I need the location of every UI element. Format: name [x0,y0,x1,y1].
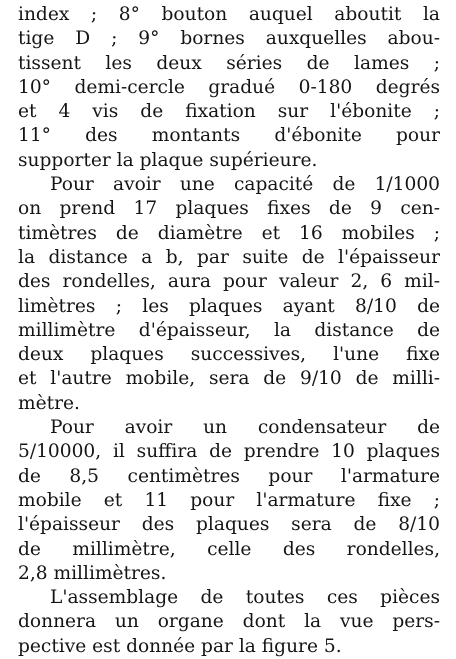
page-text-block [18,3,440,657]
text-line: 10° demi-cercle gradué 0-180 degrés [18,76,440,98]
text-line: tige D ; 9° bornes auxquelles abou- [18,28,440,50]
text-line: et l'autre mobile, sera de 9/10 de milli- [18,368,440,390]
text-line: et 4 vis de fixation sur l'ébonite ; [18,101,440,123]
text-line: des rondelles, aura pour valeur 2, 6 mil- [18,271,440,293]
text-line: millimètre d'épaisseur, la distance de [18,319,440,341]
text-line: mètre. [18,392,80,414]
text-line: la distance a b, par suite de l'épaisseur [18,246,440,268]
text-line: L'assemblage de toutes ces pièces [50,587,440,609]
text-line: deux plaques successives, l'une fixe [18,344,440,366]
text-line: supporter la plaque supérieure. [18,149,318,171]
text-line: l'épaisseur des plaques sera de 8/10 [18,514,440,536]
text-line: limètres ; les plaques ayant 8/10 de [18,295,440,317]
text-line: pective est donnée par la figure 5. [18,635,342,657]
text-line: de 8,5 centimètres pour l'armature [18,465,440,487]
text-line: index ; 8° bouton auquel aboutit la [18,4,440,25]
text-line: 5/10000, il suffira de prendre 10 plaques [18,441,440,463]
text-line: de millimètre, celle des rondelles, [18,538,440,560]
text-line: 11° des montants d'ébonite pour [18,125,440,147]
text-line: donnera un organe dont la vue pers- [18,611,440,633]
text-line: timètres de diamètre et 16 mobiles ; [18,222,440,244]
text-line: mobile et 11 pour l'armature fixe ; [18,489,440,511]
text-line: Pour avoir une capacité de 1/1000 [50,174,440,196]
text-line: Pour avoir un condensateur de [50,417,440,439]
text-line: tissent les deux séries de lames ; [18,52,440,74]
text-line: 2,8 millimètres. [18,562,167,584]
text-line: on prend 17 plaques fixes de 9 cen- [18,198,440,220]
